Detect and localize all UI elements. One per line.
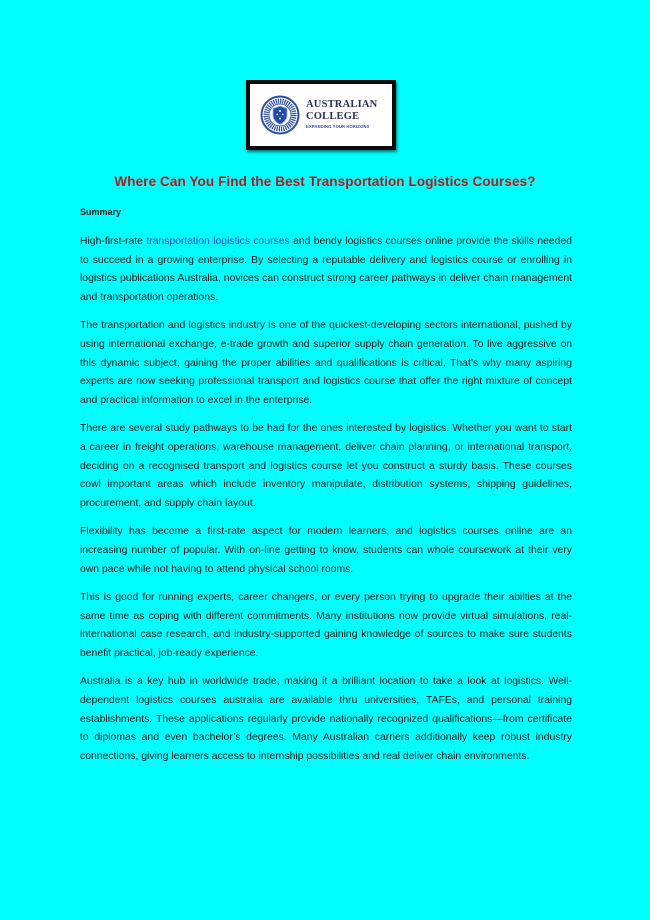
paragraph-2: The transportation and logistics industry is one of the quickest-developing sectors international, pushed by using international exchange, e-trade growth and superior supply chain generation. To live aggressive on this dynamic subject, gaining the proper abilities and qualifications is critical. That’s why many aspiring experts are now seeking professional transport and logistics course that offer the right mixture of concept and practical information to excel in the enterprise. <box>80 320 572 406</box>
logo-panel <box>250 84 392 146</box>
paragraph-5: This is good for running experts, career changers, or every person trying to upgrade their abilties at the same time as coping with different commitments. Many institutions now provide virtual simulations, real-international case research, and industry-supported gaining knowledge of sources to make sure students benefit practical, job-ready experience. <box>80 592 572 659</box>
college-logo <box>246 80 396 150</box>
paragraph-4: Flexibility has become a first-rate aspect for modern learners, and logistics courses online are an increasing number of popular. With on-line getting to know, students can whole coursework at their very own pace while not having to attend physical school rooms. <box>80 526 572 575</box>
logo-line-australian: AUSTRALIAN <box>306 99 378 111</box>
paragraph-3: There are several study pathways to be had for the ones interested by logistics. Whether you want to start a career in freight operations, warehouse management, deliver chain planning, or international transport, deciding on a recognised transport and logistics course let you construct a sturdy basis. These courses cowl important areas which include inventory manipulate, distribution systems, shipping guidelines, procurement, and supply chain layout. <box>80 423 572 509</box>
transportation-logistics-courses-link[interactable]: transportation logistics courses <box>146 236 290 247</box>
logo-wordmark <box>306 100 377 129</box>
paragraph-1 <box>80 233 572 307</box>
paragraph-1-intro: High-first-rate <box>80 236 147 247</box>
article-body <box>80 233 572 776</box>
logo-tagline: EXPANDING YOUR HORIZONS <box>306 124 370 130</box>
paragraph-1-rest: and bendy logistics courses online provide the skills needed to succeed in a growing enterprise. By selecting a reputable delivery and logistics course or enrolling in logistics publications Australia, novices can construct strong career pathways in deliver chain management and transportation operations. <box>80 236 572 303</box>
paragraph-6: Australia is a key hub in worldwide trade, making it a brilliant location to take a look at logistics. Well-dependent logistics courses australia are available thru universities, TAFEs, and personal training establishments. These applications regularly provide nationally recognized qualifications—from certificate to diplomas and even bachelor’s degrees. Many Australian carriers additionally keep robust industry connections, giving learners access to internship possibilities and real deliver chain environments. <box>80 676 572 762</box>
shield-crest-icon <box>260 95 300 135</box>
summary-heading: Summary <box>80 207 122 217</box>
logo-line-college: COLLEGE <box>306 110 360 122</box>
page-title: Where Can You Find the Best Transportation Logistics Courses? <box>114 174 536 189</box>
